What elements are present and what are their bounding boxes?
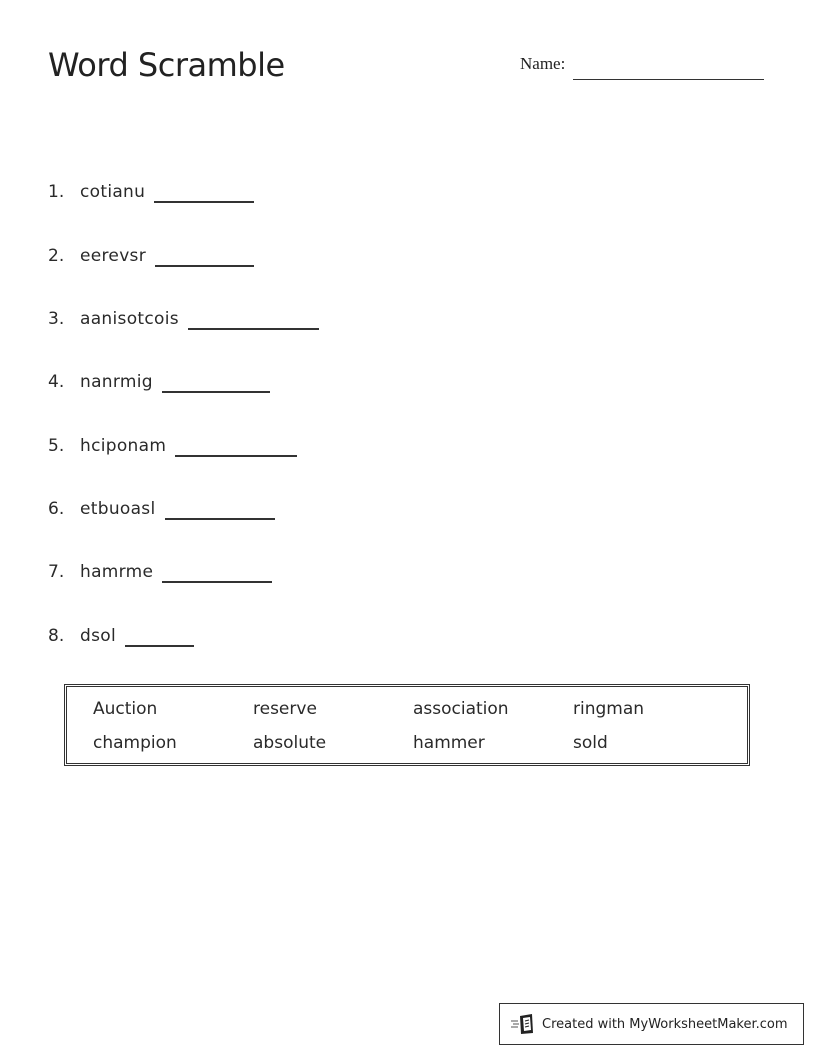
word-bank-item: reserve [253, 699, 317, 719]
item-number: 3. [48, 309, 65, 329]
list-item [48, 305, 319, 329]
answer-blank[interactable] [175, 455, 297, 457]
answer-blank[interactable] [162, 581, 272, 583]
item-number: 1. [48, 182, 65, 202]
scrambled-word: cotianu [80, 182, 146, 202]
list-item [48, 368, 270, 392]
word-bank-item: champion [93, 733, 177, 753]
name-field [520, 54, 764, 74]
answer-blank[interactable] [162, 391, 270, 393]
answer-blank[interactable] [155, 265, 254, 267]
item-number: 7. [48, 562, 65, 582]
item-number: 4. [48, 372, 65, 392]
name-label: Name: [520, 54, 566, 73]
answer-blank[interactable] [188, 328, 319, 330]
scrambled-word: nanrmig [80, 372, 153, 392]
item-number: 6. [48, 499, 65, 519]
scrambled-word: dsol [80, 626, 116, 646]
list-item [48, 558, 272, 582]
scrambled-word: aanisotcois [80, 309, 179, 329]
word-bank [64, 684, 750, 766]
item-number: 8. [48, 626, 65, 646]
answer-blank[interactable] [154, 201, 254, 203]
word-bank-item: association [413, 699, 509, 719]
page-title: Word Scramble [48, 46, 285, 84]
item-number: 5. [48, 436, 65, 456]
name-blank-line[interactable] [573, 79, 764, 80]
scrambled-word: etbuoasl [80, 499, 156, 519]
worksheet-logo-icon [510, 1013, 536, 1035]
scrambled-word: hciponam [80, 436, 167, 456]
scrambled-word: hamrme [80, 562, 154, 582]
footer-text: Created with MyWorksheetMaker.com [542, 1016, 788, 1032]
list-item [48, 242, 254, 266]
word-bank-item: ringman [573, 699, 645, 719]
word-bank-item: hammer [413, 733, 485, 753]
footer-credit[interactable] [499, 1003, 804, 1045]
list-item [48, 432, 297, 456]
list-item [48, 495, 275, 519]
word-bank-item: absolute [253, 733, 327, 753]
word-bank-item: Auction [93, 699, 158, 719]
scrambled-word: eerevsr [80, 246, 146, 266]
list-item [48, 622, 194, 646]
list-item [48, 178, 254, 202]
answer-blank[interactable] [125, 645, 194, 647]
word-bank-item: sold [573, 733, 608, 753]
item-number: 2. [48, 246, 65, 266]
answer-blank[interactable] [165, 518, 275, 520]
